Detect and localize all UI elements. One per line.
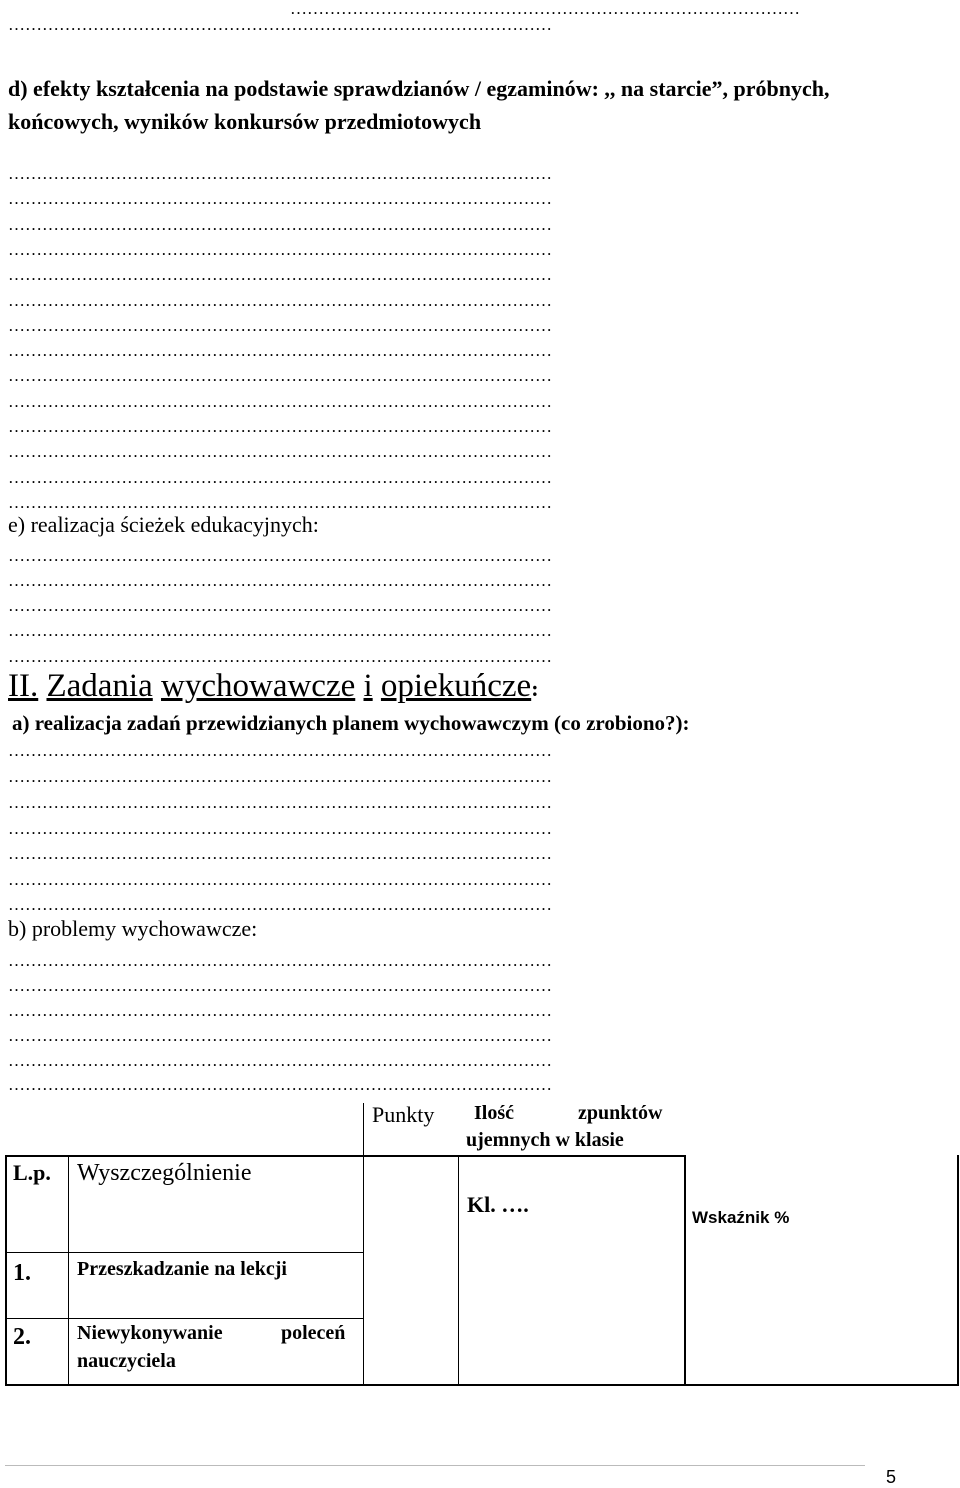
dotted-answer-line: …………………………………………………………………………………… — [8, 820, 552, 838]
section-ii-word-opiekuncze: opiekuńcze — [380, 668, 532, 704]
dotted-answer-line: …………………………………………………………………………………… — [8, 1027, 552, 1045]
header-desc: Wyszczególnienie — [77, 1160, 252, 1186]
section-ii-word-wychowawcze: wychowawcze — [161, 668, 356, 704]
row-1-num: 1. — [13, 1260, 31, 1286]
dotted-answer-line: …………………………………………………………………………………… — [8, 443, 552, 462]
table-border-row1 — [5, 1252, 364, 1253]
section-e-heading: e) realizacja ścieżek edukacyjnych: — [8, 512, 319, 537]
table-border-col4 — [684, 1155, 686, 1386]
table-border-left — [5, 1155, 7, 1386]
footer-rule — [5, 1465, 865, 1466]
row-2-desc-b: poleceń — [281, 1322, 346, 1344]
dotted-answer-line: …………………………………………………………………………………… — [8, 316, 552, 335]
table-border-row2 — [5, 1318, 364, 1319]
dotted-answer-line: …………………………………………………………………………………… — [8, 165, 552, 183]
section-ii-colon: : — [531, 676, 539, 701]
dotted-answer-line: …………………………………………………………………………………… — [8, 291, 552, 310]
dotted-answer-line: …………………………………………………………………………………… — [8, 742, 552, 760]
dotted-answer-line: …………………………………………………………………………………… — [8, 190, 552, 209]
dotted-answer-line: …………………………………………………………………………………… — [8, 468, 552, 487]
header-class: Kl. …. — [467, 1192, 529, 1217]
dotted-answer-line: …………………………………………………………………………………… — [8, 648, 552, 666]
dotted-answer-line: …………………………………………………………………………………… — [8, 572, 552, 590]
table-border-col3 — [458, 1155, 459, 1386]
top-dotted-line-2: …………………………………………………………………………………… — [8, 16, 552, 34]
section-ii-numeral: II. — [8, 668, 39, 704]
top-dotted-line: ……………………………………………………………………………… — [290, 0, 800, 18]
header-count-a: Ilość — [474, 1102, 514, 1124]
dotted-answer-line: …………………………………………………………………………………… — [8, 342, 552, 361]
table-border-col2 — [363, 1103, 364, 1386]
dotted-answer-line: …………………………………………………………………………………… — [8, 622, 552, 640]
dotted-answer-line: …………………………………………………………………………………… — [8, 871, 552, 889]
header-points: Punkty — [372, 1102, 435, 1127]
dotted-answer-line: …………………………………………………………………………………… — [8, 418, 552, 436]
header-lp: L.p. — [13, 1160, 51, 1185]
dotted-answer-line: …………………………………………………………………………………… — [8, 1052, 552, 1070]
dotted-answer-line: …………………………………………………………………………………… — [8, 215, 552, 234]
header-count-b: zpunktów — [578, 1102, 663, 1124]
table-border-top — [5, 1155, 686, 1157]
dotted-answer-line: …………………………………………………………………………………… — [8, 794, 552, 812]
page-number: 5 — [886, 1467, 897, 1487]
dotted-answer-line: …………………………………………………………………………………… — [8, 768, 552, 786]
dotted-answer-line: …………………………………………………………………………………… — [8, 1076, 552, 1094]
dotted-answer-line: …………………………………………………………………………………… — [8, 1002, 552, 1020]
dotted-answer-line: …………………………………………………………………………………… — [8, 392, 552, 411]
dotted-answer-line: …………………………………………………………………………………… — [8, 597, 552, 615]
header-count-c: ujemnych w klasie — [466, 1129, 624, 1151]
dotted-answer-line: …………………………………………………………………………………… — [8, 952, 552, 970]
section-ii-word-i: i — [363, 668, 373, 704]
table-border-col1 — [68, 1155, 69, 1386]
header-ratio: Wskaźnik % — [692, 1208, 790, 1227]
row-2-desc-c: nauczyciela — [77, 1350, 176, 1372]
dotted-answer-line: …………………………………………………………………………………… — [8, 845, 552, 863]
dotted-answer-line: …………………………………………………………………………………… — [8, 547, 552, 565]
dotted-answer-line: …………………………………………………………………………………… — [8, 240, 552, 259]
dotted-answer-line: …………………………………………………………………………………… — [8, 896, 552, 914]
row-2-num: 2. — [13, 1324, 31, 1350]
dotted-answer-line: …………………………………………………………………………………… — [8, 367, 552, 386]
section-d-heading: d) efekty kształcenia na podstawie sprawdzianów / egzaminów: ,, na starcie”, próbnych, końcowych, wyników konkursów przedmiotowych — [8, 76, 830, 134]
section-ii-b-heading: b) problemy wychowawcze: — [8, 916, 258, 941]
dotted-answer-line: …………………………………………………………………………………… — [8, 266, 552, 285]
row-1-desc: Przeszkadzanie na lekcji — [77, 1258, 287, 1280]
dotted-answer-line: …………………………………………………………………………………… — [8, 977, 552, 995]
dotted-answer-line: …………………………………………………………………………………… — [8, 493, 552, 512]
section-ii-a-heading: a) realizacja zadań przewidzianych planem wychowawczym (co zrobiono?): — [12, 711, 690, 735]
table-border-right — [957, 1155, 959, 1386]
section-ii-word-zadania: Zadania — [46, 668, 153, 704]
section-ii-heading — [8, 668, 539, 705]
table-border-bottom — [5, 1384, 959, 1386]
row-2-desc-a: Niewykonywanie — [77, 1322, 223, 1344]
